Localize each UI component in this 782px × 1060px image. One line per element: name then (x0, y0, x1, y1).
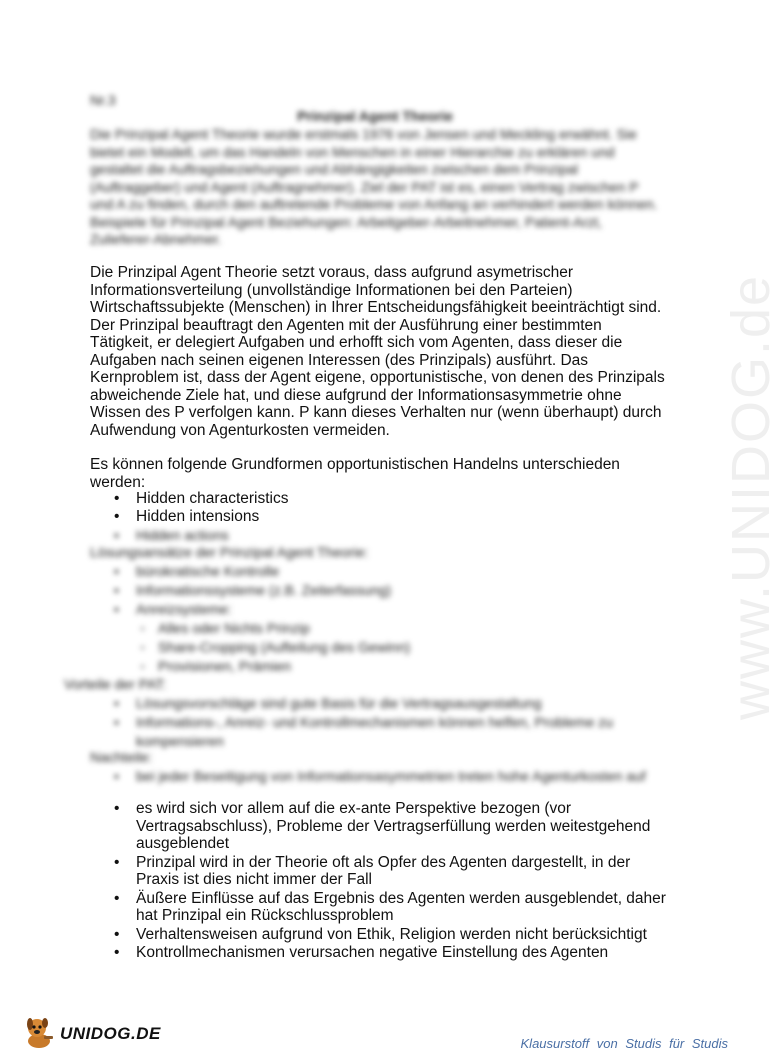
dog-mascot-icon (22, 1014, 56, 1050)
unidog-logo (22, 1014, 161, 1050)
list-item: • Hidden actions (112, 526, 672, 545)
list-item: • Hidden intensions (112, 508, 672, 526)
list-item: • Informationssysteme (z.B. Zeiterfassung) (112, 581, 672, 600)
opportunism-list-blurred (112, 526, 672, 545)
list-item: • Prinzipal wird in der Theorie oft als Opfer des Agenten dargestellt, in der Praxis ist dies nicht immer der Fall (112, 854, 672, 889)
list-item: • Hidden characteristics (112, 490, 672, 508)
list-item: • Anreizsysteme: (112, 600, 672, 619)
incentive-sublist (140, 619, 410, 676)
list-item: • Lösungsvorschläge sind gute Basis für die Vertragsausgestaltung (112, 694, 672, 713)
paragraph-opportunism: Es können folgende Grundformen opportunistischen Handelns unterschieden werden: (90, 456, 620, 491)
paragraph-assumptions: Die Prinzipal Agent Theorie setzt voraus, dass aufgrund asymetrischer Informationsverteilung (unvollständige Informationen bei den Parteien) Wirtschaftssubjekte (Menschen) in Ihrer Entscheidungsfähigkeit beeinträchtigt sind. Der Prinzipal beauftragt den Agenten mit der Ausführung einer bestimmten Tätigkeit, er delegiert Aufgaben und erhofft sich vom Agenten, dass dieser die Aufgaben nach seinen eigenen Interessen (des Prinzipals) ausführt. Das Kernproblem ist, dass der Agent eigene, opportunistische, von denen des Prinzipals abweichende Ziele hat, und diese aufgrund der Informationsasymmetrie ohne Wissen des P verfolgen kann. P kann dieses Verhalten nur (wenn überhaupt) durch Aufwendung von Agenturkosten vermeiden. (90, 264, 665, 439)
list-item: • Verhaltensweisen aufgrund von Ethik, Religion werden nicht berücksichtigt (112, 926, 672, 944)
advantages-heading: Vorteile der PAT: (64, 676, 167, 692)
disadvantages-list-blurred (112, 767, 672, 786)
disadvantages-list (112, 800, 672, 963)
document-title: Prinzipal Agent Theorie (297, 108, 453, 124)
opportunism-list (112, 490, 672, 525)
list-item: ◦ Share-Cropping (Aufteilung des Gewinn) (140, 638, 410, 657)
solutions-heading: Lösungsansätze der Prinzipal Agent Theorie: (90, 544, 369, 560)
list-item: • bei jeder Beseitigung von Informationsasymmetrien treten hohe Agenturkosten auf (112, 767, 672, 786)
list-item: • Kontrollmechanismen verursachen negative Einstellung des Agenten (112, 944, 672, 962)
intro-paragraph: Die Prinzipal Agent Theorie wurde erstmals 1976 von Jensen und Meckling erwähnt. Sie bietet ein Modell, um das Handeln von Menschen in einer Hierarchie zu erklären und gestaltet die Auftragsbeziehungen und Abhängigkeiten zwischen dem Prinzipal (Auftraggeber) und Agent (Auftragnehmer). Ziel der PAT ist es, einen Vertrag zwischen P und A zu finden, durch den auftretende Probleme von Anfang an verhindert werden können. Beispiele für Prinzipal Agent Beziehungen: Arbeitgeber-Arbeitnehmer, Patient-Arzt, Zulieferer-Abnehmer. (90, 126, 658, 247)
logo-text: UNIDOG.DE (60, 1024, 161, 1043)
list-item: ◦ Provisionen, Prämien (140, 657, 410, 676)
list-item: ◦ Alles oder Nichts Prinzip (140, 619, 410, 638)
document-number: Nr.3 (90, 92, 116, 108)
disadvantages-heading: Nachteile: (90, 749, 153, 765)
list-item: • Äußere Einflüsse auf das Ergebnis des Agenten werden ausgeblendet, daher hat Prinzipal ein Rückschlussproblem (112, 890, 672, 925)
list-item: • es wird sich vor allem auf die ex-ante Perspektive bezogen (vor Vertragsabschluss), Probleme der Vertragserfüllung werden weitestgehend ausgeblendet (112, 800, 672, 853)
list-item: • bürokratische Kontrolle (112, 562, 672, 581)
watermark: www.UNIDOG.de (721, 273, 781, 720)
footer-slogan: Klausurstoff von Studis für Studis (520, 1036, 728, 1051)
advantages-list (112, 694, 672, 751)
solutions-list (112, 562, 672, 619)
list-item: • Informations-, Anreiz- und Kontrollmechanismen können helfen, Probleme zu kompensieren (112, 713, 672, 751)
